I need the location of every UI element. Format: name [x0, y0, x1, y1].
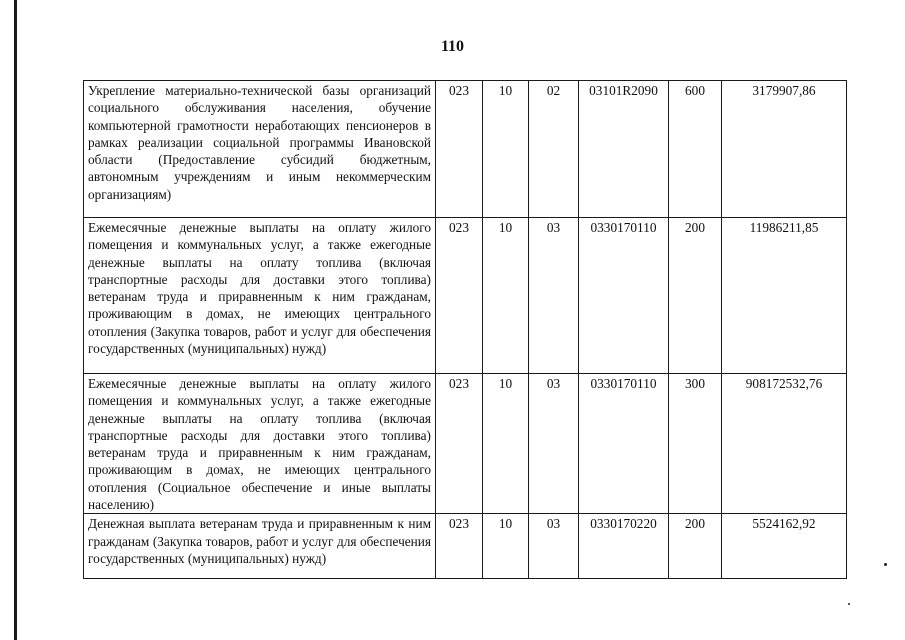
subsection-code: 03	[529, 514, 579, 579]
section-code: 10	[483, 218, 529, 374]
expense-type-code: 600	[669, 81, 722, 218]
table-row	[84, 374, 847, 514]
amount-value: 908172532,76	[722, 374, 847, 514]
amount-value: 11986211,85	[722, 218, 847, 374]
scan-speck	[884, 563, 887, 566]
expense-type-code: 200	[669, 514, 722, 579]
subsection-code: 03	[529, 374, 579, 514]
row-description: Ежемесячные денежные выплаты на оплату жилого помещения и коммунальных услуг, а также ежегодные денежные выплаты на оплату топлива (включая транспортные расходы для доставки этого топлива) ветеранам труда и приравненным к ним гражданам, проживающим в домах, не имеющих центрального отопления (Социальное обеспечение и иные выплаты населению)	[84, 374, 436, 514]
target-article-code: 0330170110	[579, 374, 669, 514]
row-description: Ежемесячные денежные выплаты на оплату жилого помещения и коммунальных услуг, а также ежегодные денежные выплаты на оплату топлива (включая транспортные расходы для доставки этого топлива) ветеранам труда и приравненным к ним гражданам, проживающим в домах, не имеющих центрального отопления (Закупка товаров, работ и услуг для обеспечения государственных (муниципальных) нужд)	[84, 218, 436, 374]
row-description: Укрепление материально-технической базы организаций социального обслуживания населения, обучение компьютерной грамотности неработающих пенсионеров в рамках реализации социальной программы Ивановской области (Предоставление субсидий бюджетным, автономным учреждениям и иным некоммерческим организациям)	[84, 81, 436, 218]
table-row	[84, 514, 847, 579]
amount-value: 3179907,86	[722, 81, 847, 218]
target-article-code: 0330170220	[579, 514, 669, 579]
expense-type-code: 300	[669, 374, 722, 514]
ministry-code: 023	[436, 374, 483, 514]
page-number: 110	[440, 38, 465, 55]
ministry-code: 023	[436, 514, 483, 579]
table-row	[84, 218, 847, 374]
budget-table	[83, 80, 847, 579]
expense-type-code: 200	[669, 218, 722, 374]
table-row	[84, 81, 847, 218]
subsection-code: 02	[529, 81, 579, 218]
ministry-code: 023	[436, 81, 483, 218]
scan-speck	[848, 603, 850, 605]
amount-value: 5524162,92	[722, 514, 847, 579]
subsection-code: 03	[529, 218, 579, 374]
scan-edge-line	[14, 0, 17, 640]
target-article-code: 03101R2090	[579, 81, 669, 218]
row-description: Денежная выплата ветеранам труда и приравненным к ним гражданам (Закупка товаров, работ и услуг для обеспечения государственных (муниципальных) нужд)	[84, 514, 436, 579]
section-code: 10	[483, 81, 529, 218]
target-article-code: 0330170110	[579, 218, 669, 374]
ministry-code: 023	[436, 218, 483, 374]
section-code: 10	[483, 514, 529, 579]
section-code: 10	[483, 374, 529, 514]
